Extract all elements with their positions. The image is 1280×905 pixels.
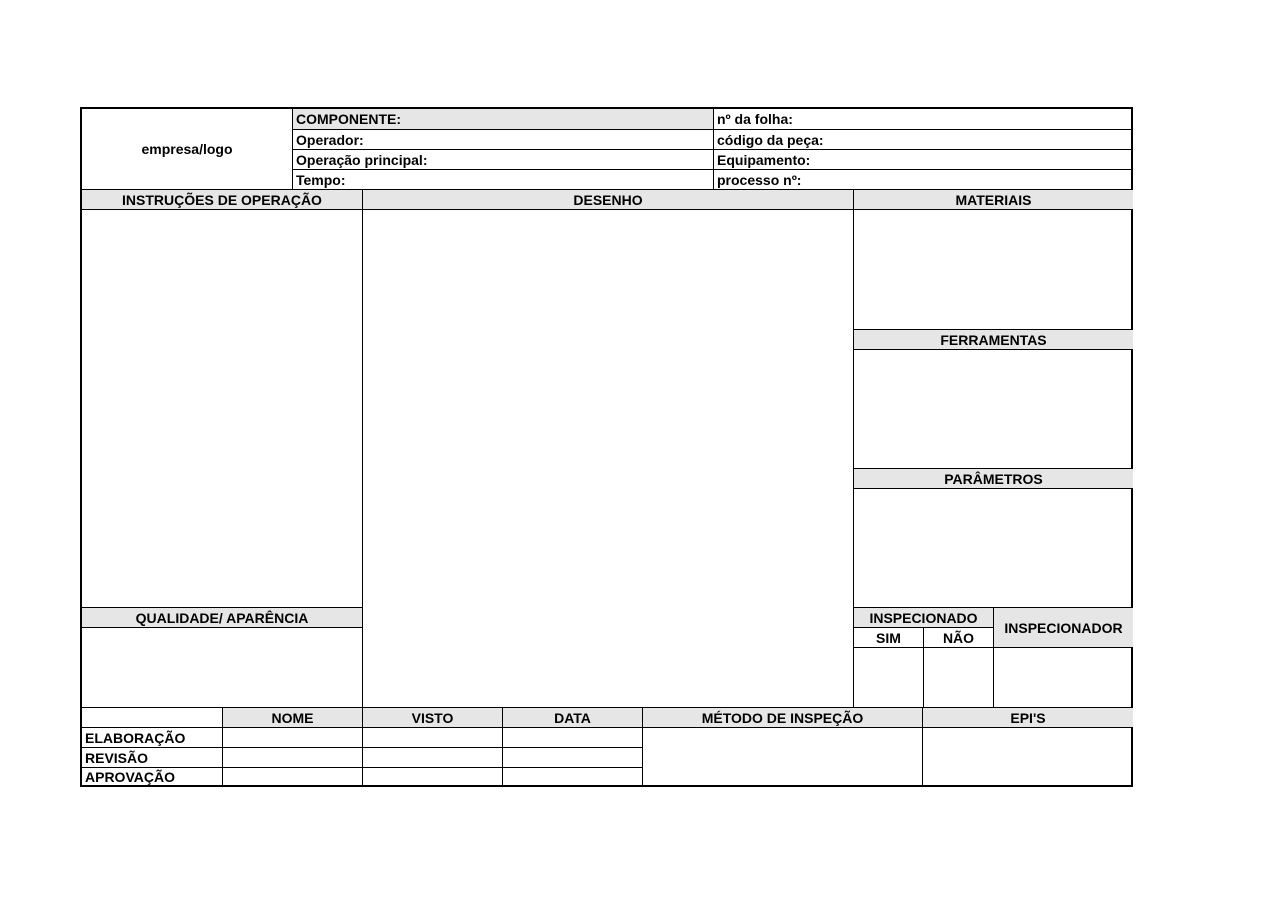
- ferramentas-label: FERRAMENTAS: [940, 331, 1047, 348]
- nao-label: NÃO: [942, 629, 975, 646]
- equipamento-label: Equipamento:: [717, 151, 811, 168]
- operacao-principal-field[interactable]: [293, 150, 714, 170]
- revisao-label: REVISÃO: [85, 749, 149, 766]
- folha-label: nº da folha:: [717, 111, 793, 127]
- footer-blank-cell: [82, 708, 223, 728]
- ferramentas-area[interactable]: [854, 350, 1133, 469]
- desenho-header: [363, 190, 854, 210]
- data-header: [503, 708, 643, 728]
- componente-label: COMPONENTE:: [296, 111, 401, 127]
- elaboracao-data-cell[interactable]: [503, 728, 643, 748]
- codigo-peca-label: código da peça:: [717, 131, 824, 148]
- parametros-label: PARÂMETROS: [944, 470, 1043, 487]
- elaboracao-nome-cell[interactable]: [223, 728, 363, 748]
- tempo-label: Tempo:: [296, 171, 346, 188]
- aprovacao-row-label: [82, 768, 223, 785]
- revisao-nome-cell[interactable]: [223, 748, 363, 768]
- sim-checkbox-area[interactable]: [854, 648, 924, 708]
- equipamento-field[interactable]: [714, 150, 1133, 170]
- desenho-area[interactable]: [363, 210, 854, 708]
- operation-sheet-form: [80, 107, 1133, 787]
- qualidade-label: QUALIDADE/ APARÊNCIA: [135, 609, 309, 626]
- nao-checkbox-area[interactable]: [924, 648, 994, 708]
- codigo-peca-field[interactable]: [714, 130, 1133, 150]
- materiais-label: MATERIAIS: [955, 191, 1032, 208]
- tempo-field[interactable]: [293, 170, 714, 190]
- metodo-inspecao-header: [643, 708, 923, 728]
- metodo-inspecao-label: MÉTODO DE INSPEÇÃO: [701, 709, 864, 726]
- aprovacao-data-cell[interactable]: [503, 768, 643, 785]
- nao-header: [924, 628, 994, 648]
- desenho-label: DESENHO: [573, 191, 643, 208]
- visto-label: VISTO: [411, 709, 454, 726]
- ferramentas-header: [854, 330, 1133, 350]
- aprovacao-nome-cell[interactable]: [223, 768, 363, 785]
- data-label: DATA: [554, 709, 591, 726]
- sim-header: [854, 628, 924, 648]
- elaboracao-label: ELABORAÇÃO: [85, 729, 186, 746]
- processo-label: processo nº:: [717, 171, 802, 188]
- elaboracao-visto-cell[interactable]: [363, 728, 503, 748]
- logo-placeholder-text: empresa/logo: [141, 141, 233, 157]
- epis-label: EPI'S: [1010, 709, 1046, 726]
- aprovacao-label: APROVAÇÃO: [85, 768, 175, 785]
- company-logo-placeholder: [82, 109, 293, 190]
- visto-header: [363, 708, 503, 728]
- componente-field[interactable]: [293, 109, 714, 130]
- elaboracao-row-label: [82, 728, 223, 748]
- epis-header: [923, 708, 1133, 728]
- inspecionado-header: [854, 608, 994, 628]
- processo-field[interactable]: [714, 170, 1133, 190]
- materiais-header: [854, 190, 1133, 210]
- nome-label: NOME: [271, 709, 314, 726]
- revisao-visto-cell[interactable]: [363, 748, 503, 768]
- folha-field[interactable]: [714, 109, 1133, 130]
- instrucoes-label: INSTRUÇÕES DE OPERAÇÃO: [122, 191, 322, 208]
- instrucoes-area[interactable]: [82, 210, 363, 608]
- instrucoes-header: [82, 190, 363, 210]
- operador-field[interactable]: [293, 130, 714, 150]
- qualidade-header: [82, 608, 363, 628]
- inspecionador-area[interactable]: [994, 648, 1133, 708]
- inspecionado-label: INSPECIONADO: [869, 609, 978, 626]
- sim-label: SIM: [876, 629, 901, 646]
- revisao-row-label: [82, 748, 223, 768]
- operacao-principal-label: Operação principal:: [296, 151, 428, 168]
- inspecionador-header: [994, 608, 1133, 648]
- qualidade-area[interactable]: [82, 628, 363, 708]
- nome-header: [223, 708, 363, 728]
- parametros-area[interactable]: [854, 489, 1133, 608]
- revisao-data-cell[interactable]: [503, 748, 643, 768]
- operador-label: Operador:: [296, 131, 364, 148]
- parametros-header: [854, 469, 1133, 489]
- epis-area[interactable]: [923, 728, 1133, 785]
- aprovacao-visto-cell[interactable]: [363, 768, 503, 785]
- inspecionador-label: INSPECIONADOR: [1004, 619, 1123, 636]
- materiais-area[interactable]: [854, 210, 1133, 330]
- metodo-inspecao-area[interactable]: [643, 728, 923, 785]
